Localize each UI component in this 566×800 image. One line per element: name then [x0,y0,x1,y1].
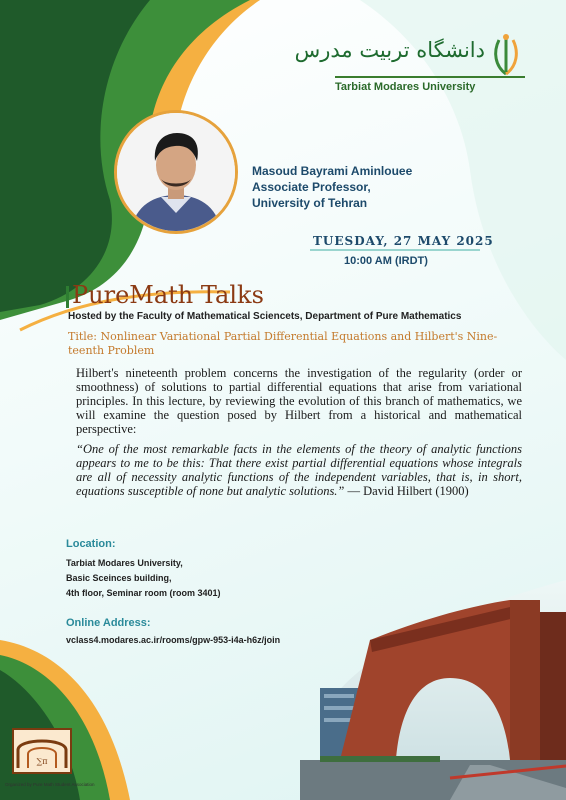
logo-divider [335,76,525,78]
event-time: 10:00 AM (IRDT) [344,255,428,267]
location-label: Location: [66,538,116,550]
speaker-name: Masoud Bayrami Aminlouee [252,164,413,178]
host-line: Hosted by the Faculty of Mathematical Sciencets, Department of Pure Mathematics [68,311,462,322]
university-emblem-icon [487,32,525,76]
speaker-position: Associate Professor, [252,180,371,194]
speaker-photo [114,110,238,234]
svg-text:∑π: ∑π [36,757,48,766]
series-accent-bar [66,286,69,308]
quote-text: “One of the most remarkable facts in the elements of the theory of analytic functions appears to me to be this: That there exist partial differential equations whose integrals are all of necessity analytic functions of the independent variables, that is, in short, equations susceptible of none but analytic solutions.” [76,442,522,498]
location-line: Basic Sceinces building, [66,573,172,583]
series-title: PureMath Talks [72,281,264,309]
university-logo [294,28,530,98]
event-date: TUESDAY, 27 MAY 2025 [313,234,494,248]
abstract-text: Hilbert's nineteenth problem concerns the investigation of the regularity (order or smoothness) of solutions to partial differential equations that arise from variational principles. In this lecture, by reviewing the evolution of this branch of mathematics, we will examine the question posed by Hilbert from a historical and mathematical perspective: [76,366,522,436]
location-line: 4th floor, Seminar room (room 3401) [66,588,221,598]
university-name-en: Tarbiat Modares University [335,81,476,93]
location-details [66,556,221,601]
talk-title: Title: Nonlinear Variational Partial Differential Equations and Hilbert's Nine-teenth Problem [68,330,498,357]
university-name-fa: دانشگاه تربیت مدرس [294,38,485,62]
date-underline [310,249,480,251]
speaker-affiliation: University of Tehran [252,196,368,210]
online-address-link[interactable]: vclass4.modares.ac.ir/rooms/gpw-953-i4a-h6z/join [66,635,281,645]
association-caption: Organized by Pure Math Student Association [5,782,95,787]
online-address-label: Online Address: [66,617,151,629]
hilbert-quote [76,442,522,498]
quote-attribution: — David Hilbert (1900) [347,484,469,498]
student-association-logo [12,728,72,774]
university-gate-image [300,560,566,800]
speaker-info [252,163,412,211]
location-line: Tarbiat Modares University, [66,558,183,568]
